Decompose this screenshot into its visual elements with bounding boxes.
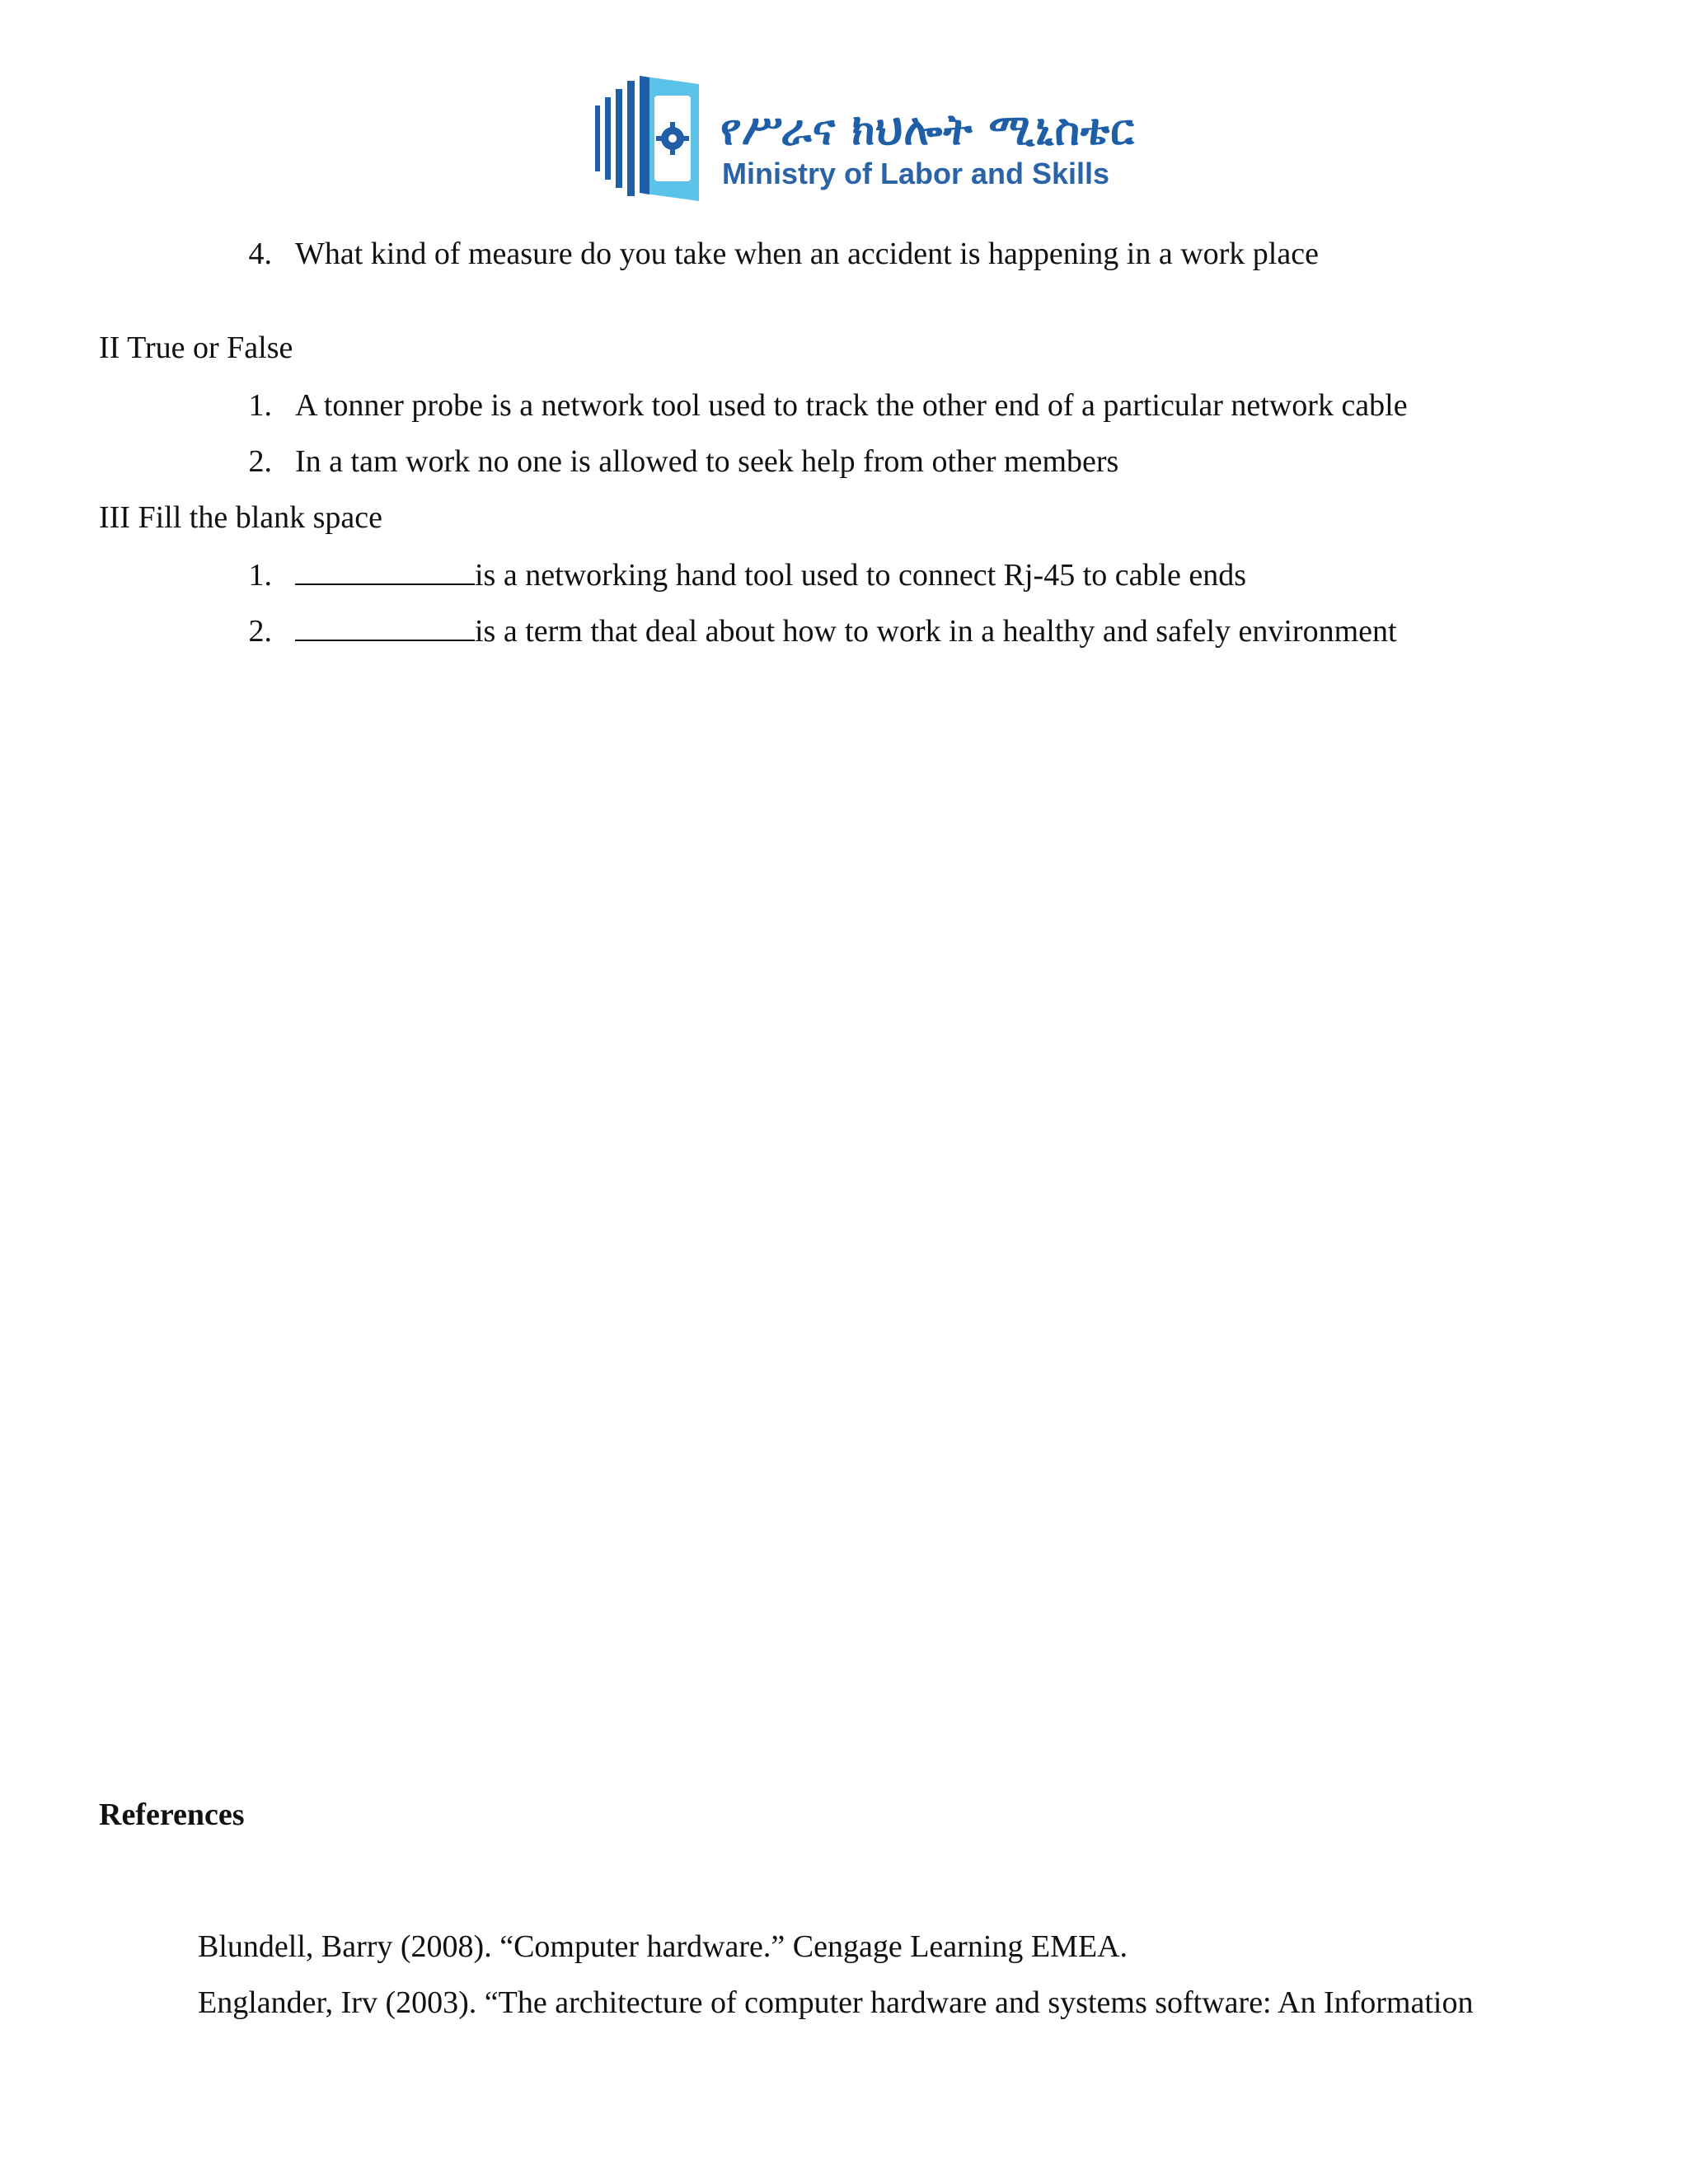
fill-blank-question [295,613,1397,649]
reference-entry: Blundell, Barry (2008). “Computer hardware.” Cengage Learning EMEA. [198,1929,1128,1964]
question-text: is a term that deal about how to work in a healthy and safely environment [475,614,1397,649]
references-heading: References [99,1797,245,1832]
question-text: What kind of measure do you take when an accident is happening in a work place [295,237,1319,271]
ministry-logo-icon [595,73,710,204]
ministry-logo [595,73,1135,213]
logo-amharic-text: የሥራና ክህሎት ሚኒስቴር [720,105,1135,155]
question-number: 1. [248,388,272,423]
question-number: 1. [248,558,272,593]
question-number: 2. [248,444,272,479]
fill-blank-question [295,557,1246,593]
logo-english-text: Ministry of Labor and Skills [722,157,1110,190]
fill-blank-heading: III Fill the blank space [99,500,383,535]
reference-entry: Englander, Irv (2003). “The architecture of computer hardware and systems software: An Information [198,1985,1474,2020]
answer-blank [295,615,475,641]
question-text: is a networking hand tool used to connect Rj-45 to cable ends [475,558,1247,593]
true-false-heading: II True or False [99,330,293,365]
question-number: 4. [248,237,272,271]
question-number: 2. [248,614,272,649]
answer-blank [295,559,475,585]
question-text: In a tam work no one is allowed to seek help from other members [295,444,1119,479]
question-text: A tonner probe is a network tool used to track the other end of a particular network cable [295,388,1408,423]
